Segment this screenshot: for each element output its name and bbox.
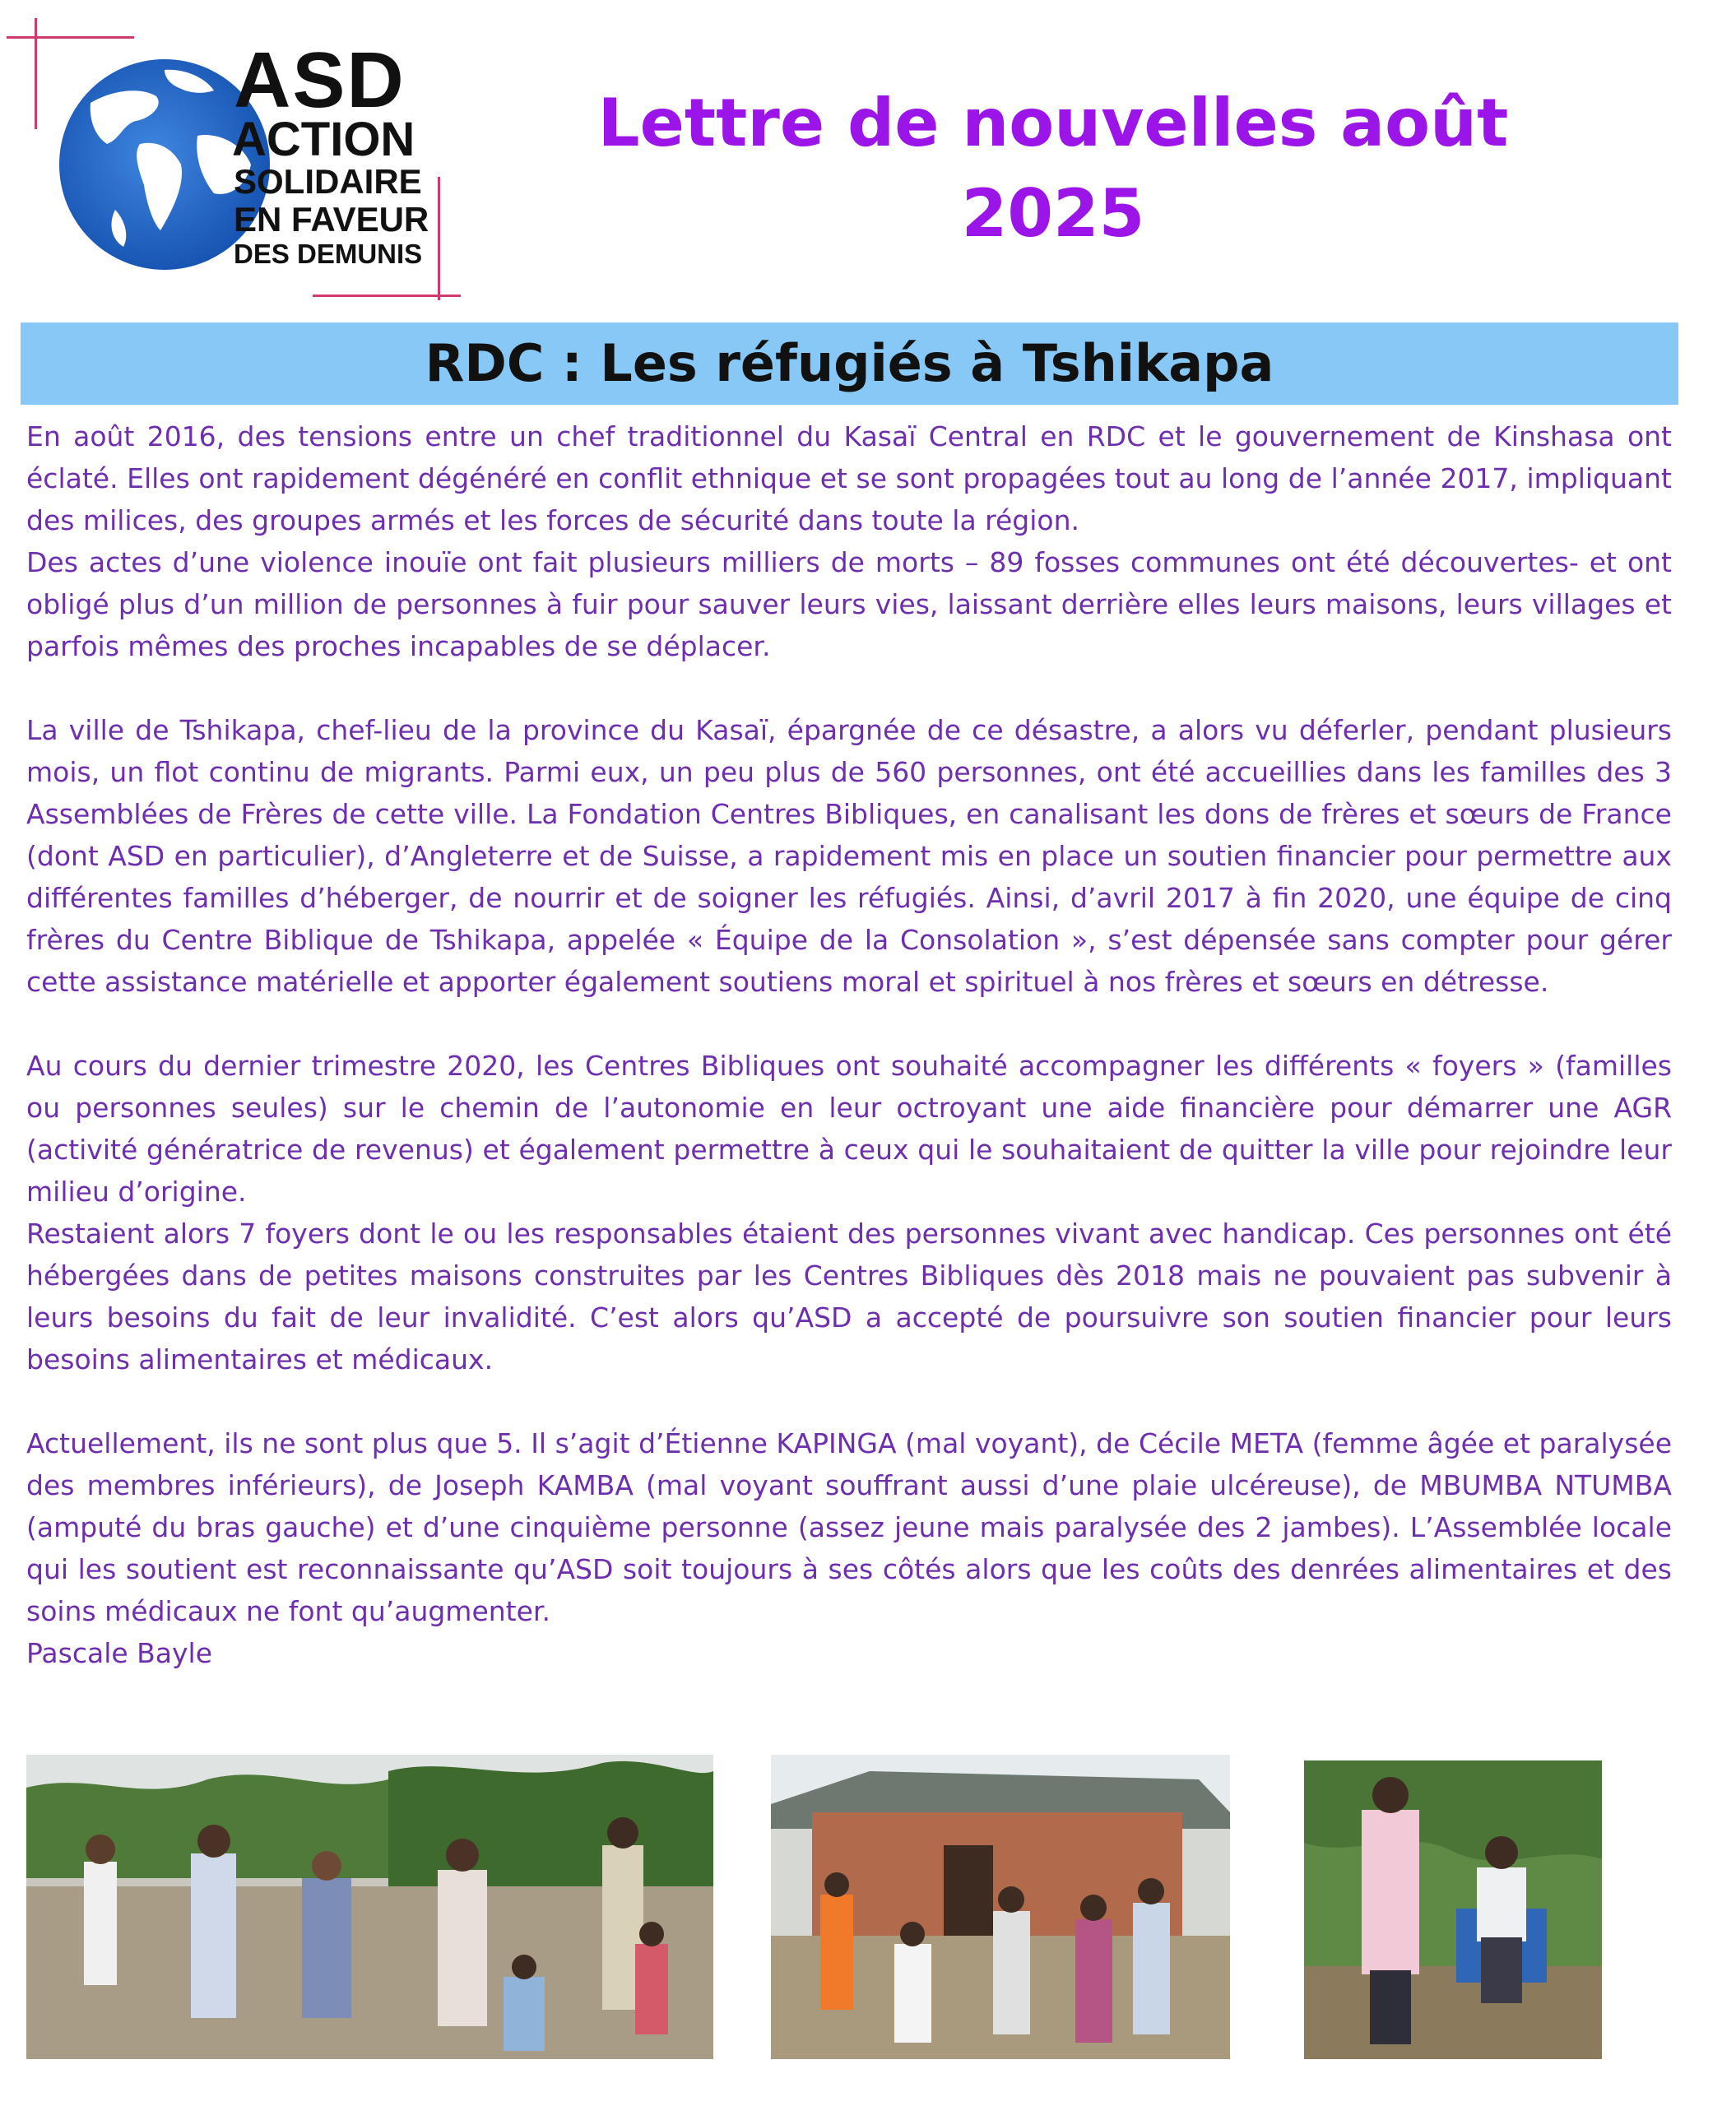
section-heading: RDC : Les réfugiés à Tshikapa: [425, 333, 1274, 393]
newsletter-title: [559, 78, 1547, 259]
article-body: [26, 415, 1672, 1674]
photo-brick-house: [771, 1755, 1230, 2059]
article-paragraph-3: La ville de Tshikapa, chef-lieu de la province du Kasaï, épargnée de ce désastre, a alors vu déferler, pendant plusieurs mois, un flot continu de migrants. Parmi eux, un peu plus de 560 personnes, ont été accueillies dans les familles des 3 Assemblées de Frères de cette ville. La Fondation Centres Bibliques, en canalisant les dons de frères et sœurs de France (dont ASD en particulier), d’Angleterre et de Suisse, a rapidement mis en place un soutien financier pour permettre aux différentes familles d’héberger, de nourrir et de soigner les réfugiés. Ainsi, d’avril 2017 à fin 2020, une équipe de cinq frères du Centre Biblique de Tshikapa, appelée « Équipe de la Consolation », s’est dépensée sans compter pour gérer cette assistance matérielle et apporter également soutiens moral et spirituel à nos frères et sœurs en détresse.: [26, 714, 1672, 998]
photo-two-men-seated: [1304, 1760, 1602, 2059]
logo-line-solidaire: SOLIDAIRE: [234, 162, 422, 201]
logo-acronym: ASD: [234, 36, 406, 124]
asd-logo: [0, 0, 494, 313]
title-line-2: 2025: [961, 175, 1145, 252]
logo-line-en-faveur: EN FAVEUR: [234, 200, 429, 239]
logo-frame-line: [438, 177, 440, 300]
photo-group-outdoor: [26, 1755, 713, 2059]
logo-frame-line: [35, 18, 37, 129]
article-paragraph-5: Restaient alors 7 foyers dont le ou les responsables étaient des personnes vivant avec handicap. Ces personnes ont été hébergées dans de petites maisons construites par les Centres Bibliques dès 2018 mais ne pouvaient pas subvenir à leurs besoins du fait de leur invalidité. C’est alors qu’ASD a accepté de poursuivre son soutien financier pour leurs besoins alimentaires et médicaux.: [26, 1218, 1672, 1375]
article-signature: Pascale Bayle: [26, 1637, 213, 1669]
article-paragraph-1: En août 2016, des tensions entre un chef traditionnel du Kasaï Central en RDC et le gouvernement de Kinshasa ont éclaté. Elles ont rapidement dégénéré en conflit ethnique et se sont propagées tout au long de l’année 2017, impliquant des milices, des groupes armés et les forces de sécurité dans toute la région.: [26, 420, 1672, 536]
logo-line-des-demunis: DES DEMUNIS: [234, 239, 423, 269]
section-heading-bar: [21, 322, 1678, 405]
logo-frame-line: [7, 36, 134, 39]
title-line-1: Lettre de nouvelles août: [597, 85, 1509, 161]
logo-line-action: ACTION: [232, 113, 415, 166]
article-paragraph-2: Des actes d’une violence inouïe ont fait plusieurs milliers de morts – 89 fosses communes ont été découvertes- et ont obligé plus d’un million de personnes à fuir pour sauver leurs vies, laissant derrière elles leurs maisons, leurs villages et parfois mêmes des proches incapables de se déplacer.: [26, 546, 1672, 662]
article-paragraph-4: Au cours du dernier trimestre 2020, les Centres Bibliques ont souhaité accompagner les différents « foyers » (familles ou personnes seules) sur le chemin de l’autonomie en leur octroyant une aide financière pour démarrer une AGR (activité génératrice de revenus) et également permettre à ceux qui le souhaitaient de quitter la ville pour rejoindre leur milieu d’origine.: [26, 1050, 1672, 1208]
logo-frame-line: [313, 295, 461, 297]
article-paragraph-6: Actuellement, ils ne sont plus que 5. Il s’agit d’Étienne KAPINGA (mal voyant), de Cécile META (femme âgée et paralysée des membres inférieurs), de Joseph KAMBA (mal voyant souffrant aussi d’une plaie ulcéreuse), de MBUMBA NTUMBA (amputé du bras gauche) et d’une cinquième personne (assez jeune mais paralysée des 2 jambes). L’Assemblée locale qui les soutient est reconnaissante qu’ASD soit toujours à ses côtés alors que les coûts des denrées alimentaires et des soins médicaux ne font qu’augmenter.: [26, 1427, 1672, 1627]
